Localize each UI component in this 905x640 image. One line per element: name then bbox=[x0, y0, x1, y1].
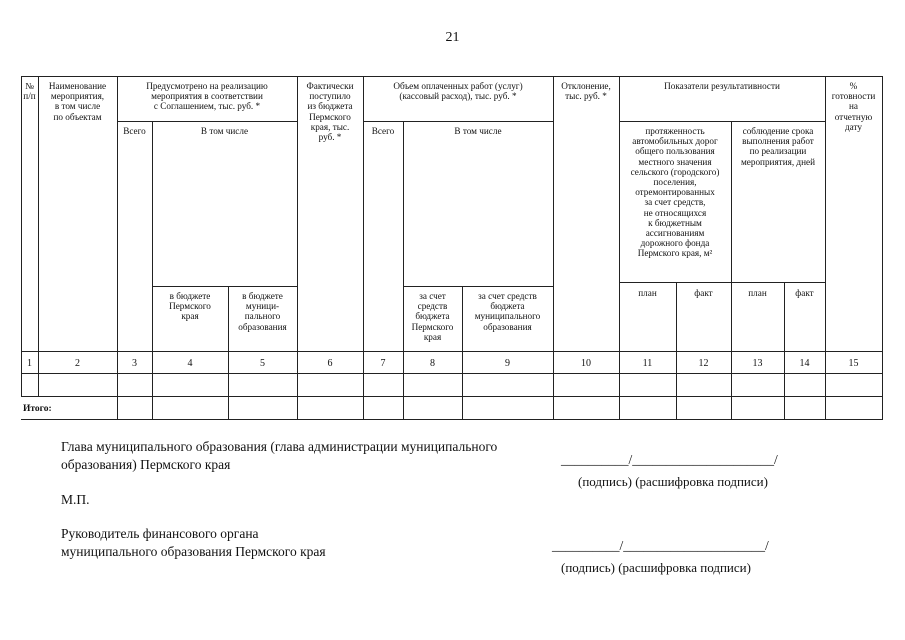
col-line bbox=[38, 76, 39, 396]
column-number: 1 bbox=[27, 358, 32, 369]
header-fact-12: факт bbox=[694, 288, 713, 298]
row-line-empty bbox=[21, 396, 883, 397]
column-number: 6 bbox=[327, 358, 333, 369]
finance-signature-line: __________/_____________________/ bbox=[552, 538, 769, 553]
col-line bbox=[21, 76, 22, 396]
header-plan-11: план bbox=[638, 288, 657, 298]
column-number: 10 bbox=[581, 358, 591, 369]
table-border-top bbox=[21, 76, 883, 77]
col-line bbox=[152, 121, 153, 419]
report-table bbox=[21, 76, 883, 420]
row-line-planfact bbox=[619, 282, 825, 283]
header-perf-deadline: соблюдение срока выполнения работ по реализации мероприятия, дней bbox=[740, 126, 816, 167]
col-line bbox=[403, 121, 404, 419]
header-col5: в бюджете муници- пального образования bbox=[238, 291, 287, 332]
finance-title-line2: муниципального образования Пермского края bbox=[61, 544, 326, 559]
row-line-incl bbox=[403, 286, 553, 287]
header-perf-group: Показатели результативности bbox=[664, 81, 780, 91]
column-number: 7 bbox=[380, 358, 386, 369]
table-border-right bbox=[882, 76, 883, 419]
head-signature-line: __________/_____________________/ bbox=[561, 452, 778, 467]
column-number: 11 bbox=[642, 358, 653, 369]
row-line-subheader bbox=[619, 121, 825, 122]
header-paid-total: Всего bbox=[371, 126, 395, 136]
row-line-subheader bbox=[363, 121, 553, 122]
column-number: 13 bbox=[752, 358, 763, 369]
header-paid-group: Объем оплаченных работ (услуг) (кассовый расход), тыс. руб. * bbox=[393, 81, 523, 102]
finance-signature-caption: (подпись) (расшифровка подписи) bbox=[561, 560, 751, 575]
header-col4: в бюджете Пермского края bbox=[169, 291, 211, 322]
header-col15: % готовности на отчетную дату bbox=[831, 81, 876, 132]
head-signature-caption: (подпись) (расшифровка подписи) bbox=[578, 474, 768, 489]
column-number: 5 bbox=[260, 358, 265, 369]
header-planned-incl: В том числе bbox=[200, 126, 249, 136]
total-row-label: Итого: bbox=[23, 404, 52, 414]
header-plan-13: план bbox=[748, 288, 767, 298]
row-line-data bbox=[21, 373, 883, 374]
stamp-label: М.П. bbox=[61, 492, 90, 507]
column-number: 9 bbox=[505, 358, 510, 369]
header-paid-incl: В том числе bbox=[454, 126, 502, 136]
header-planned-group: Предусмотрено на реализацию мероприятия в соответствии с Соглашением, тыс. руб. * bbox=[146, 81, 268, 112]
column-number: 15 bbox=[848, 358, 859, 369]
column-number: 4 bbox=[187, 358, 193, 369]
column-number: 3 bbox=[132, 358, 137, 369]
col-line bbox=[784, 282, 785, 419]
header-col6: Фактически поступило из бюджета Пермского края, тыс. руб. * bbox=[306, 81, 354, 143]
column-number: 2 bbox=[75, 358, 80, 369]
header-name: Наименование мероприятия, в том числе по объектам bbox=[48, 81, 107, 122]
page-number: 21 bbox=[445, 30, 460, 45]
finance-title-line1: Руководитель финансового органа bbox=[61, 526, 259, 541]
header-fact-14: факт bbox=[795, 288, 814, 298]
row-line-subheader bbox=[117, 121, 297, 122]
header-col10: Отклонение, тыс. руб. * bbox=[561, 81, 611, 102]
head-title-line2: образования) Пермского края bbox=[61, 457, 231, 472]
row-line-incl bbox=[152, 286, 297, 287]
row-line-numbers bbox=[21, 351, 883, 352]
header-number: № п/п bbox=[23, 81, 36, 102]
header-col9: за счет средств бюджета муниципального образования bbox=[474, 291, 541, 332]
column-number: 8 bbox=[430, 358, 435, 369]
header-perf-length: протяженность автомобильных дорог общего пользования местного значения сельского (городского) поселения, отремонтированных за счет средств, не относящихся к бюджетным ассигнованиям дорожного фонда Пермского края, м² bbox=[630, 126, 720, 259]
head-title-line1: Глава муниципального образования (глава администрации муниципального bbox=[61, 439, 498, 454]
column-number: 12 bbox=[698, 358, 709, 369]
header-planned-total: Всего bbox=[123, 126, 146, 136]
column-number: 14 bbox=[799, 358, 810, 369]
header-col8: за счет средств бюджета Пермского края bbox=[411, 291, 454, 342]
table-border-bottom bbox=[21, 419, 883, 420]
col-line bbox=[676, 282, 677, 419]
